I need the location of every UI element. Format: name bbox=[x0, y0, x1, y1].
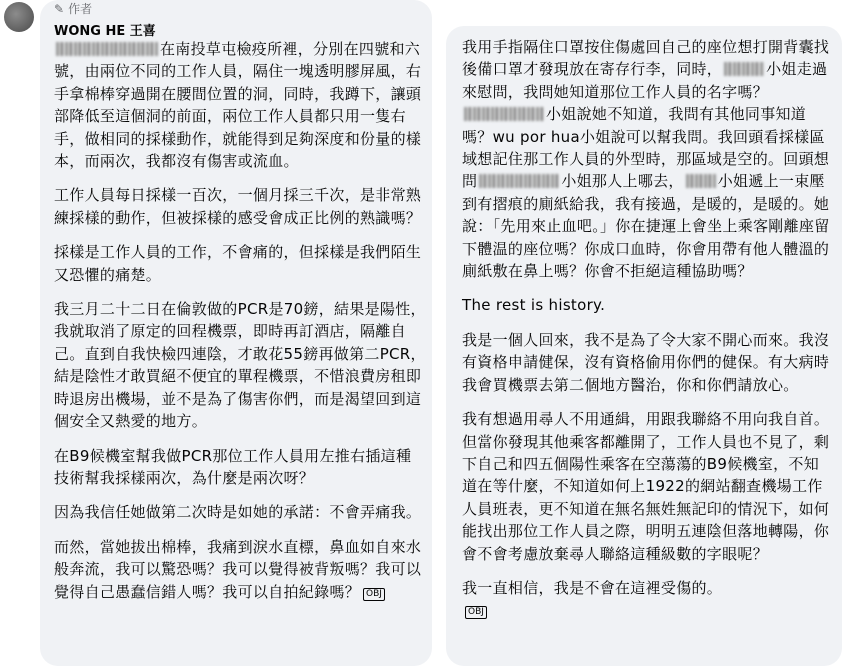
author-badge bbox=[54, 0, 92, 17]
paragraph: 我是一個人回來，我不是為了令大家不開心而來。我沒有資格申請健保，沒有資格偷用你們的健保。有大病時我會買機票去第二個地方醫治，你和你們請放心。 bbox=[462, 330, 830, 394]
paragraph: 在B9候機室幫我做PCR那位工作人員用左推右插這種技術幫我採樣兩次，為什麼是兩次呀？ bbox=[54, 446, 412, 487]
author-name[interactable]: WONG HE 王喜 bbox=[54, 24, 156, 39]
paragraph: 我三月二十二日在倫敦做的PCR是70鎊，結果是陽性，我就取消了原定的回程機票，即時再訂酒店，隔離自己。直到自我快檢四連陰，才敢花55鎊再做第二PCR，結是陰性才敢買絕不便宜的單程機票，不惜浪費房租即時退房出機場，並不是為了傷害你們，而是渴望回到這個安全又熱愛的地方。 bbox=[54, 300, 426, 431]
paragraph-text: 而然，當她拔出棉棒，我痛到淚水直標，鼻血如自來水般奔流，我可以驚恐嗎？我可以覺得被背叛嗎？我可以覺得自己愚蠢信錯人嗎？我可以自拍紀錄嗎？ bbox=[54, 537, 422, 601]
comment-body-right bbox=[462, 36, 834, 634]
paragraph bbox=[462, 577, 834, 622]
redacted-name bbox=[479, 174, 559, 188]
paragraph-text: 在南投草屯檢疫所裡，分別在四號和六號，由兩位不同的工作人員，隔住一塊透明膠屏風，右手拿棉棒穿過開在腰間位置的洞，同時，我蹲下，讓頭部降低至這個洞的前面，兩位工作人員都只用一隻右手，做相同的採樣動作，就能得到足夠深度和份量的樣本，而兩次，我都沒有傷害或流血。 bbox=[54, 40, 422, 171]
redacted-name bbox=[724, 62, 764, 76]
paragraph bbox=[462, 36, 834, 282]
paragraph: 工作人員每日採樣一百次，一個月採三千次，是非常熟練採樣的動作，但被採樣的感受會成正比例的熟識嗎？ bbox=[54, 186, 422, 227]
comment-bubble-left bbox=[40, 0, 432, 666]
paragraph-text: 小姐走過來慰問，我問她知道那位工作人員的名字嗎？ bbox=[462, 60, 828, 101]
avatar[interactable] bbox=[4, 2, 34, 32]
paragraph-text: 我一直相信，我是不會在這裡受傷的。 bbox=[462, 578, 723, 597]
paragraph-text: 我用手指隔住口罩按住傷處回自己的座位想打開背囊找後備口罩才發現放在寄存行李，同時， bbox=[462, 38, 830, 79]
redacted-name bbox=[686, 174, 716, 188]
paragraph-text: 小姐遞上一束壓到有摺痕的廁紙給我，我有接過，是暖的，是暖的。她說：「先用來止血吧。」你在捷運上會坐上乘客剛離座留下體温的座位嗎？你成口血時，你會用帶有他人體溫的廁紙敷在鼻上嗎？你會不拒絕這種協助嗎？ bbox=[462, 172, 830, 281]
paragraph: 採樣是工作人員的工作，不會痛的，但採樣是我們陌生又恐懼的痛楚。 bbox=[54, 243, 422, 284]
paragraph: 因為我信任她做第二次時是如她的承諾：不會弄痛我。 bbox=[54, 503, 422, 522]
paragraph bbox=[54, 536, 426, 603]
paragraph bbox=[54, 38, 426, 172]
paragraph: The rest is history. bbox=[462, 296, 606, 315]
paragraph-text: 小姐說她不知道，我問有其他同事知道嗎？wu por hua小姐說可以幫我問。我回頭看採樣區域想記住那工作人員的外型時，那區域是空的。回頭想問 bbox=[462, 105, 830, 191]
pen-icon: ✎ bbox=[54, 1, 65, 16]
comment-body-left bbox=[54, 38, 426, 615]
redacted-name bbox=[56, 42, 158, 56]
comment-bubble-right bbox=[446, 26, 842, 666]
paragraph: 我有想過用尋人不用通緝，用跟我聯絡不用向我自首。但當你發現其他乘客都離開了，工作人員也不見了，剩下自己和四五個陽性乘客在空蕩蕩的B9候機室，不知道在等什麼，不知道如何上1922的網站翻查機場工作人員班表，更不知道在無名無姓無記印的情況下，如何能找出那位工作人員之際，明明五連陰但落地轉陽，你會不會考慮放棄尋人聯絡這種級數的字眼呢？ bbox=[462, 410, 830, 563]
object-replacement-icon: OBJ bbox=[363, 588, 385, 601]
redacted-name bbox=[464, 107, 544, 121]
object-replacement-icon: OBJ bbox=[465, 606, 487, 619]
paragraph-text: 小姐那人上哪去， bbox=[561, 172, 684, 191]
author-badge-label: 作者 bbox=[68, 2, 93, 16]
